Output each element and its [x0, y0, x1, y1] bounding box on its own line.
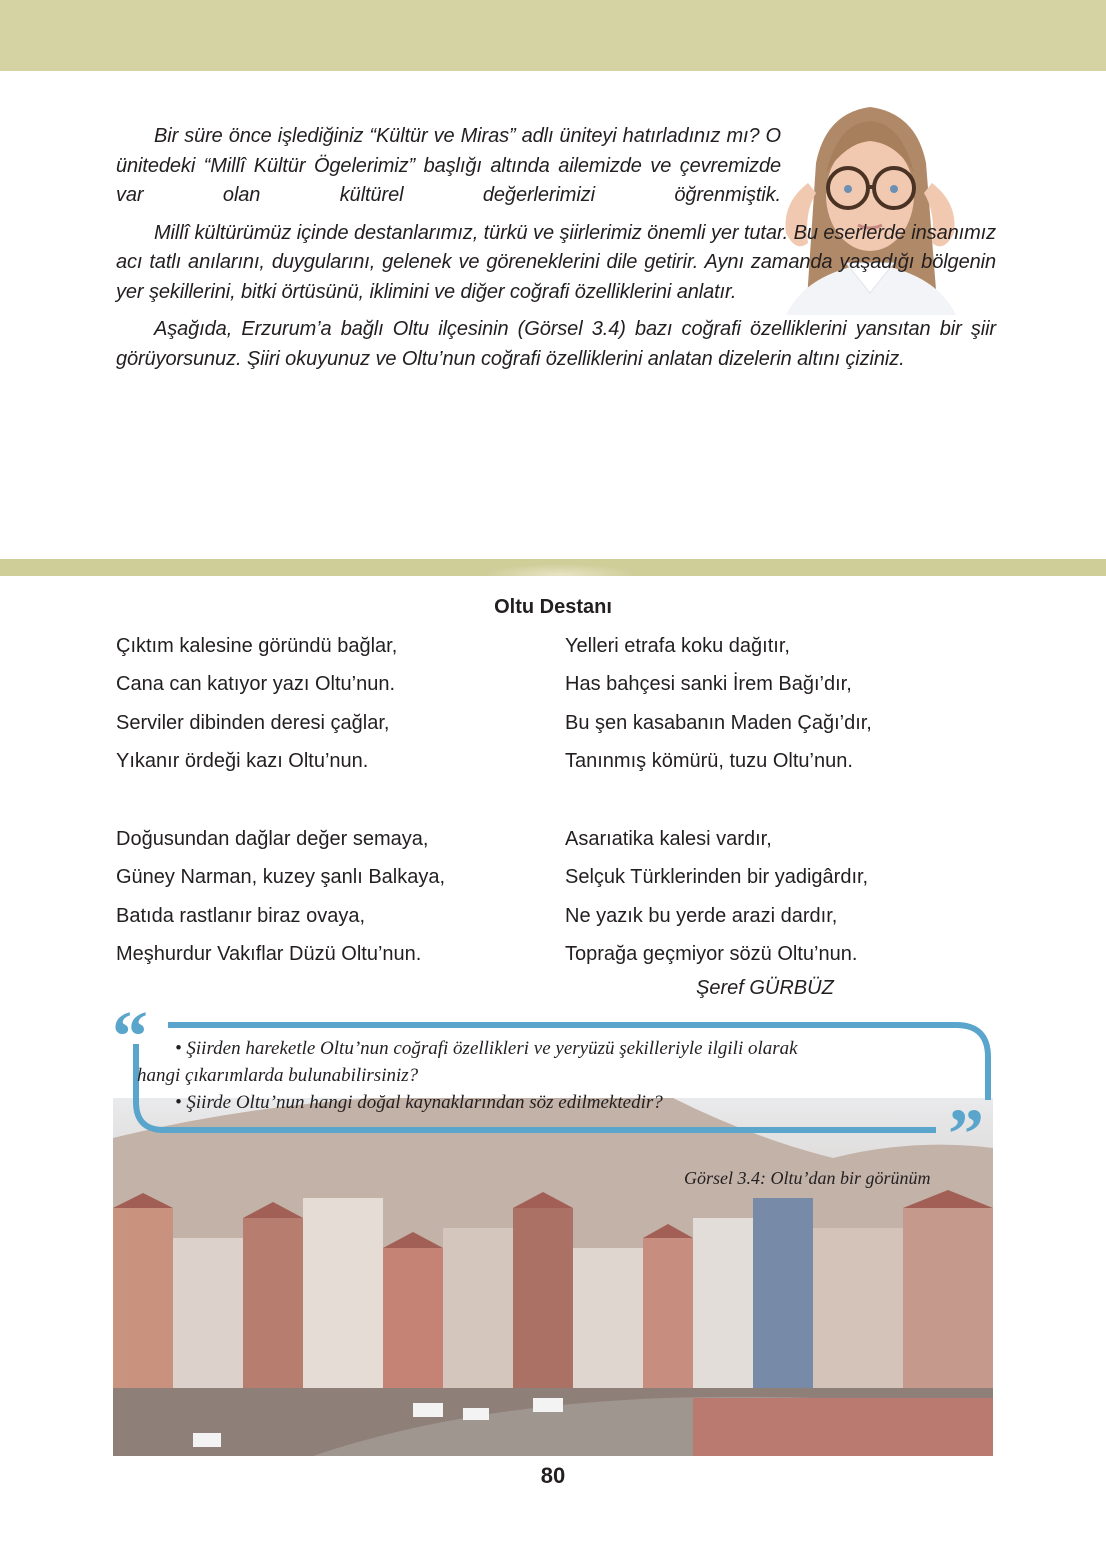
poem-line: Cana can katıyor yazı Oltu’nun.	[116, 673, 396, 696]
intro-paragraph-3: Aşağıda, Erzurum’a bağlı Oltu ilçesinin (Görsel 3.4) bazı coğrafi özelliklerini yansıtan bir şiir görüyorsunuz. Şiiri okuyunuz ve Oltu’nun coğrafi özelliklerini anlatan dizelerin altını çiziniz.	[116, 318, 996, 370]
oltu-town-photo	[113, 1094, 993, 1456]
question-text	[137, 1035, 982, 1116]
poem-line: Yelleri etrafa koku dağıtır,	[565, 635, 790, 657]
close-quote-icon: ”	[948, 1094, 984, 1174]
question-2: • Şiirde Oltu’nun hangi doğal kaynaklarından söz edilmektedir?	[175, 1092, 663, 1113]
intro-paragraph-2-text: Millî kültürümüz içinde destanlarımız, türkü ve şiirlerimiz önemli yer tutar. Bu eserlerde insanımız acı tatlı anılarını, duygularını, gelenek ve göreneklerini dile getirir. Aynı zamanda yaşadığı bölgenin yer şekillerini, bitki örtüsünü, iklimini ve diğer coğrafi özelliklerini anlatır.	[116, 221, 996, 303]
poem-line: Bu şen kasabanın Maden Çağı’dır,	[565, 711, 872, 734]
poem-line: Tanınmış kömürü, tuzu Oltu’nun.	[565, 749, 853, 772]
page-number: 80	[540, 1463, 566, 1488]
poem-author: Şeref GÜRBÜZ	[696, 977, 834, 999]
poem-line: Çıktım kalesine göründü bağlar,	[116, 635, 398, 657]
poem-line: Doğusundan dağlar değer semaya,	[116, 828, 429, 850]
header-band	[0, 0, 1106, 71]
question-1: • Şiirden hareketle Oltu’nun coğrafi özellikleri ve yeryüzü şekilleriyle ilgili olarak	[175, 1038, 798, 1059]
poem-stanza-3	[116, 820, 445, 973]
poem-line: Batıda rastlanır biraz ovaya,	[116, 904, 366, 927]
intro-text	[116, 122, 996, 382]
poem-line: Yıkanır ördeği kazı Oltu’nun.	[116, 749, 369, 772]
intro-paragraph-1: Bir süre önce işlediğiniz “Kültür ve Miras” adlı üniteyi hatırladınız mı? O ünitedeki “Millî Kültür Ögelerimiz” başlığı altında ailemizde ve çevremizde var olan kültürel değerlerimizi öğrenmiştik.	[116, 125, 781, 206]
section-divider	[0, 559, 1106, 576]
poem-line: Selçuk Türklerinden bir yadigârdır,	[565, 866, 869, 889]
poem-line: Asarıatika kalesi vardır,	[565, 828, 772, 850]
intro-paragraph-2	[116, 219, 996, 308]
poem-title: Oltu Destanı	[494, 596, 612, 618]
poem-line: Meşhurdur Vakıflar Düzü Oltu’nun.	[116, 942, 422, 965]
poem-stanza-4	[565, 820, 868, 973]
poem-line: Toprağa geçmiyor sözü Oltu’nun.	[565, 942, 858, 965]
open-quote-icon: “	[112, 996, 148, 1076]
poem-line: Ne yazık bu yerde arazi dardır,	[565, 904, 838, 927]
question-1-continued: hangi çıkarımlarda bulunabilirsiniz?	[137, 1065, 419, 1086]
poem-line: Güney Narman, kuzey şanlı Balkaya,	[116, 866, 446, 889]
poem-line: Has bahçesi sanki İrem Bağı’dır,	[565, 673, 852, 696]
poem-stanza-2	[565, 627, 872, 780]
poem-stanza-1	[116, 627, 397, 780]
photo-caption: Görsel 3.4: Oltu’dan bir görünüm	[684, 1168, 931, 1188]
poem-line: Serviler dibinden deresi çağlar,	[116, 711, 390, 734]
